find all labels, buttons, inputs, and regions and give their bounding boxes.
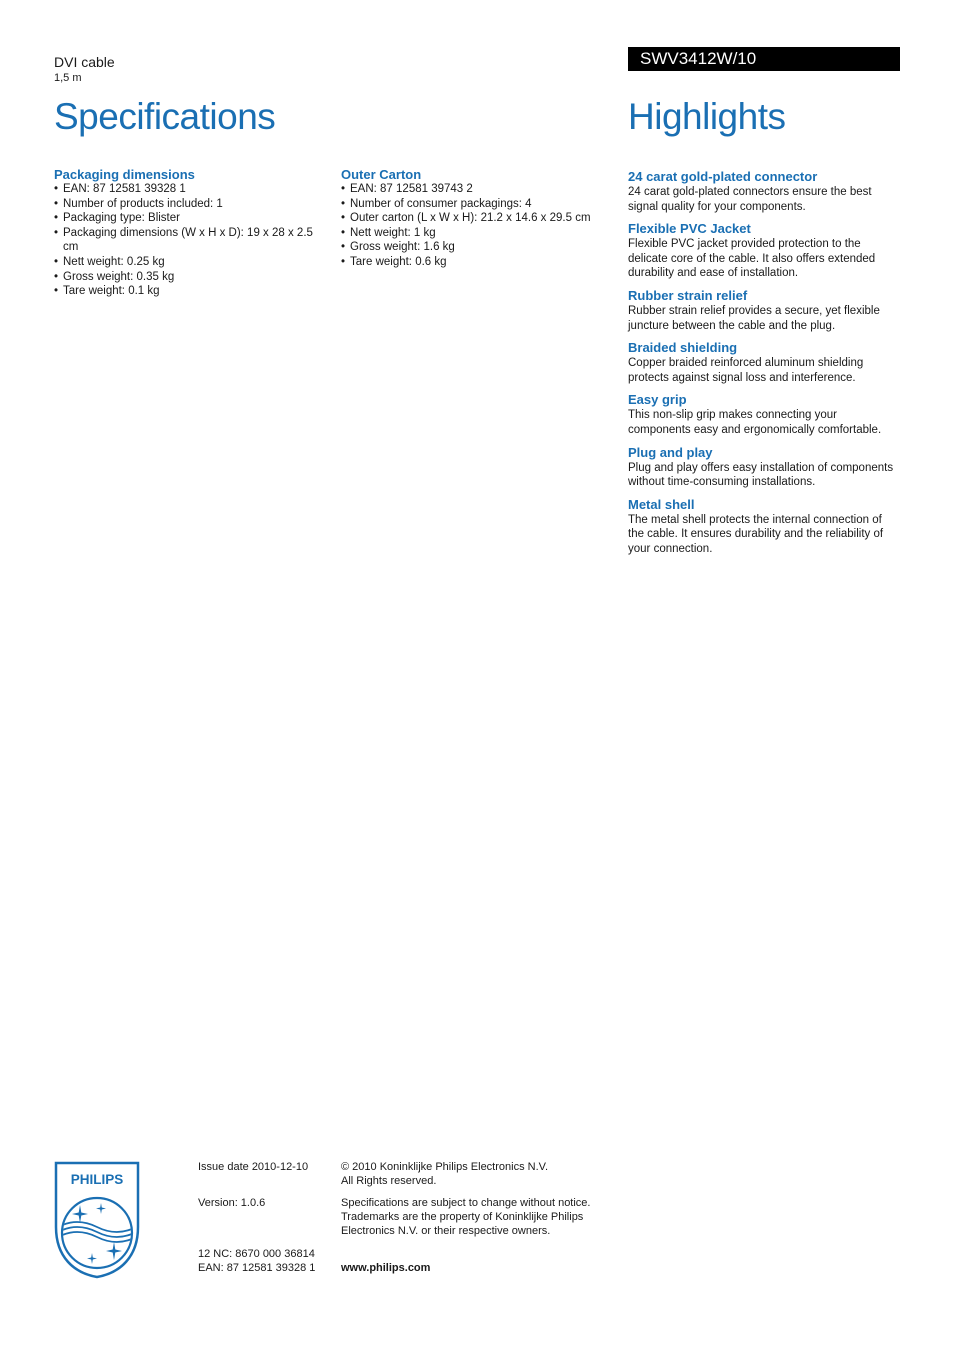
logo-wordmark: PHILIPS — [70, 1172, 124, 1187]
spec-list — [54, 182, 324, 299]
highlight-title: Rubber strain relief — [628, 287, 748, 303]
spec-item: • Number of products included: 1 — [54, 197, 324, 212]
spec-item: • Gross weight: 1.6 kg — [341, 240, 621, 255]
highlight-text: Copper braided reinforced aluminum shielding protects against signal loss and interference. — [628, 357, 864, 384]
spec-item: • EAN: 87 12581 39743 2 — [341, 182, 621, 197]
specifications-title: Specifications — [54, 96, 276, 137]
copyright-line2: All Rights reserved. — [341, 1175, 437, 1187]
spec-item: • Packaging dimensions (W x H x D): 19 x 28 x 2.5 cm — [54, 226, 324, 255]
highlight-title: Flexible PVC Jacket — [628, 221, 751, 237]
highlights-title: Highlights — [628, 96, 786, 137]
ean-number: EAN: 87 12581 39328 1 — [198, 1262, 316, 1274]
spec-item: • Tare weight: 0.6 kg — [341, 255, 621, 270]
highlights-list — [628, 169, 900, 564]
spec-section-packaging — [54, 167, 324, 299]
highlight-item — [628, 497, 900, 557]
spec-item: • Tare weight: 0.1 kg — [54, 284, 324, 299]
spec-section-title: Packaging dimensions — [54, 167, 195, 182]
product-variant: 1,5 m — [54, 72, 82, 84]
spec-list — [341, 182, 621, 270]
copyright-line1: © 2010 Koninklijke Philips Electronics N.V. — [341, 1161, 549, 1173]
spec-section-outer-carton — [341, 167, 621, 270]
spec-item: • Gross weight: 0.35 kg — [54, 270, 324, 285]
highlight-item — [628, 392, 900, 437]
highlight-text: This non-slip grip makes connecting your components easy and ergonomically comfortable. — [628, 409, 882, 436]
website-link[interactable]: www.philips.com — [341, 1262, 431, 1274]
highlight-title: Plug and play — [628, 444, 713, 460]
spec-item: • Nett weight: 0.25 kg — [54, 255, 324, 270]
issue-date: Issue date 2010-12-10 — [198, 1161, 309, 1173]
disclaimer-line1: Specifications are subject to change without notice. — [341, 1197, 591, 1209]
highlight-item — [628, 169, 900, 214]
spec-item: • Packaging type: Blister — [54, 211, 324, 226]
philips-logo — [54, 1161, 140, 1284]
highlight-text: The metal shell protects the internal connection of the cable. It ensures durability and the reliability of your connection. — [628, 513, 884, 555]
highlight-text: 24 carat gold-plated connectors ensure the best signal quality for your components. — [628, 186, 872, 213]
highlight-text: Plug and play offers easy installation of components without time-consuming installations. — [628, 461, 894, 489]
highlight-title: Braided shielding — [628, 340, 738, 356]
highlight-item — [628, 221, 900, 281]
disclaimer-line2: Trademarks are the property of Koninklijke Philips — [341, 1211, 584, 1223]
nc-number: 12 NC: 8670 000 36814 — [198, 1248, 315, 1260]
version: Version: 1.0.6 — [198, 1197, 266, 1209]
highlight-item — [628, 340, 900, 385]
highlight-text: Flexible PVC jacket provided protection to the delicate core of the cable. It also offers extended durability and ease of installation. — [628, 238, 876, 280]
highlight-title: Metal shell — [628, 496, 695, 512]
spec-item: • Nett weight: 1 kg — [341, 226, 621, 241]
highlight-item — [628, 288, 900, 333]
highlight-item — [628, 445, 900, 490]
spec-item: • Outer carton (L x W x H): 21.2 x 14.6 x 29.5 cm — [341, 211, 621, 226]
spec-item: • Number of consumer packagings: 4 — [341, 197, 621, 212]
spec-section-title: Outer Carton — [341, 167, 422, 182]
disclaimer-line3: Electronics N.V. or their respective owners. — [341, 1225, 551, 1237]
model-number-bar: SWV3412W/10 — [628, 47, 900, 71]
highlight-title: Easy grip — [628, 392, 687, 408]
philips-shield-icon — [54, 1161, 140, 1279]
spec-item: • EAN: 87 12581 39328 1 — [54, 182, 324, 197]
highlight-text: Rubber strain relief provides a secure, yet flexible juncture between the cable and the plug. — [628, 304, 880, 332]
product-name: DVI cable — [54, 54, 115, 70]
highlight-title: 24 carat gold-plated connector — [628, 169, 818, 184]
